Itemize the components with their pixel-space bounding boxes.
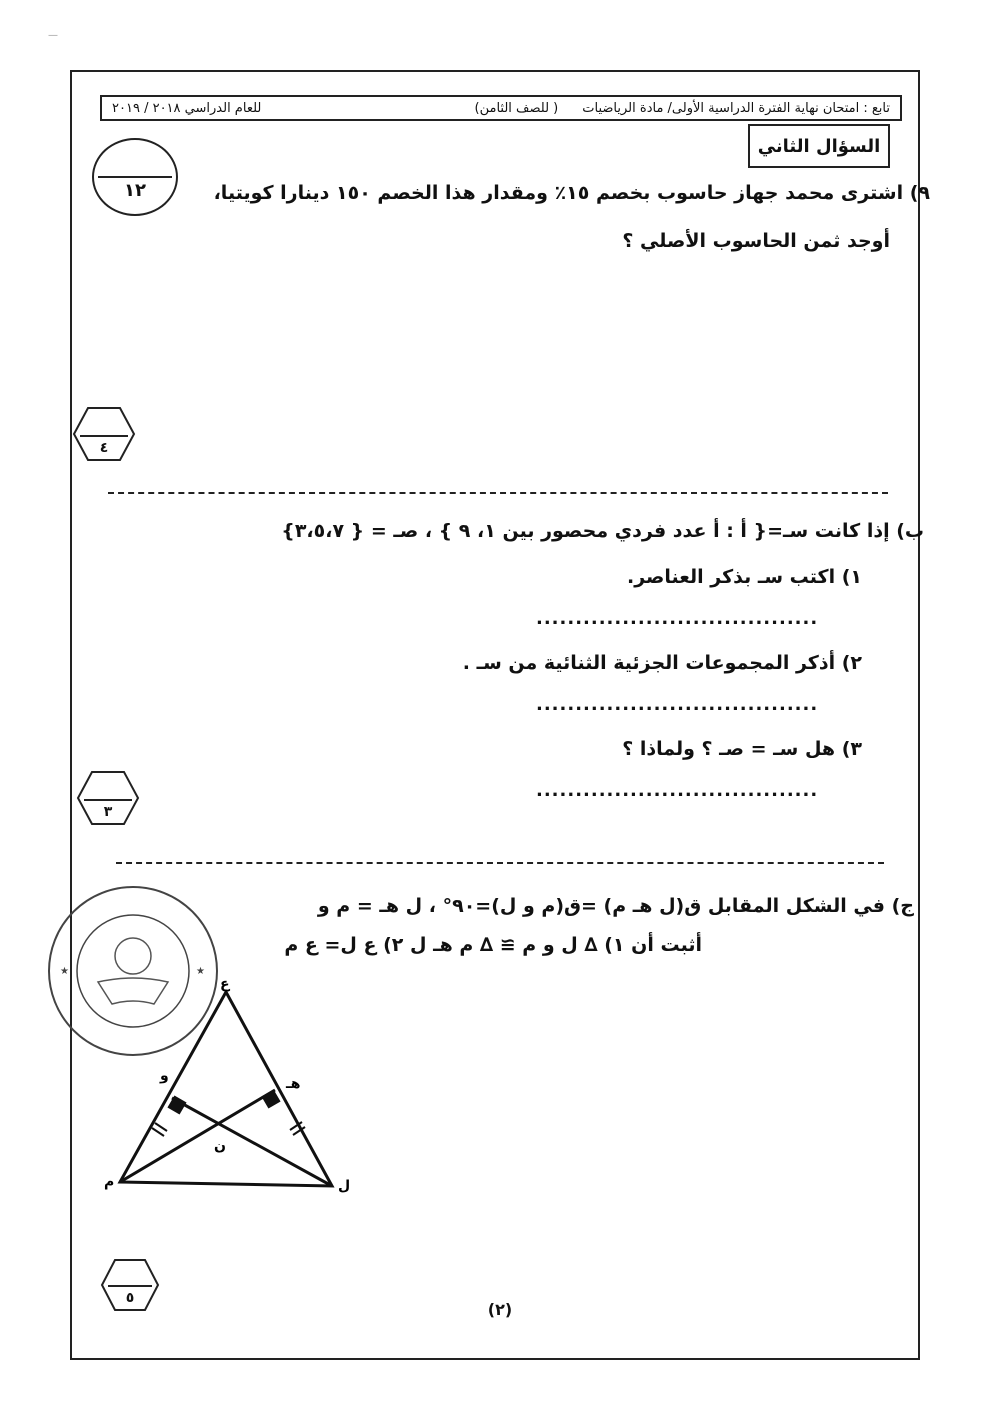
vertex-label-w: و (160, 1068, 169, 1084)
right-angle-h (261, 1089, 280, 1108)
page-number: (٢) (487, 1300, 513, 1319)
part-b-q1: ١) اكتب سـ بذكر العناصر. (627, 566, 862, 588)
part-b-intro: ب) إذا كانت سـ={ أ : أ عدد فردي محصور بين ١، ٩ } ، صـ = { ٣،٥،٧} (281, 520, 924, 542)
vertex-label-l: ل (338, 1178, 351, 1194)
part-a-line1: ٩) اشترى محمد جهاز حاسوب بخصم ١٥٪ ومقدار هذا الخصم ١٥٠ دينارا كويتيا، (213, 182, 930, 204)
section-separator (108, 492, 888, 494)
year-label: للعام الدراسي ٢٠١٨ / ٢٠١٩ (112, 100, 262, 116)
part-c-score: ٥ (125, 1290, 135, 1306)
question-title: السؤال الثاني (748, 124, 890, 168)
part-b-q2: ٢) أذكر المجموعات الجزئية الثنائية من سـ . (462, 652, 862, 674)
svg-text:★: ★ (60, 966, 69, 977)
score-divider (98, 176, 172, 178)
tick-mark-left-2 (155, 1123, 167, 1131)
altitude-m-h (120, 1090, 275, 1182)
part-b-score: ٣ (103, 804, 113, 820)
part-c-line2: أثبت أن ١) ∆ ل و م ≅ ∆ م هـ ل ٢) ع ل= ع م (284, 934, 702, 956)
total-score-circle (92, 138, 178, 216)
grade-label: ( للصف الثامن) (474, 100, 559, 116)
tick-mark-left (152, 1128, 164, 1136)
section-separator (116, 862, 884, 864)
part-a-line2: أوجد ثمن الحاسوب الأصلي ؟ (622, 230, 890, 252)
part-b-score-hex (76, 770, 140, 826)
corner-mark: — (48, 30, 58, 41)
vertex-label-m: م (104, 1174, 115, 1190)
answer-line-3: .................................... (536, 780, 819, 801)
answer-line-2: .................................... (536, 694, 819, 715)
total-score: ١٢ (124, 180, 146, 201)
triangle-figure (100, 980, 380, 1200)
part-c-line1: ج) في الشكل المقابل ق(ل هـ م) =ق(م و ل)=٩٠° ، ل هـ = م و (317, 895, 914, 917)
vertex-label-n: ن (214, 1138, 226, 1154)
part-c-score-hex (100, 1258, 160, 1312)
svg-text:★: ★ (196, 966, 205, 977)
part-a-score-hex (72, 406, 136, 462)
vertex-label-top: ع (220, 980, 230, 992)
part-b-q3: ٣) هل سـ = صـ ؟ ولماذا ؟ (622, 738, 862, 760)
right-angle-w (167, 1095, 186, 1114)
exam-label: تابع : امتحان نهاية الفترة الدراسية الأولى/ مادة الرياضيات (582, 100, 890, 116)
exam-header (100, 95, 902, 121)
answer-line-1: .................................... (536, 608, 819, 629)
vertex-label-h: هـ (286, 1076, 301, 1092)
part-a-score: ٤ (99, 440, 109, 456)
